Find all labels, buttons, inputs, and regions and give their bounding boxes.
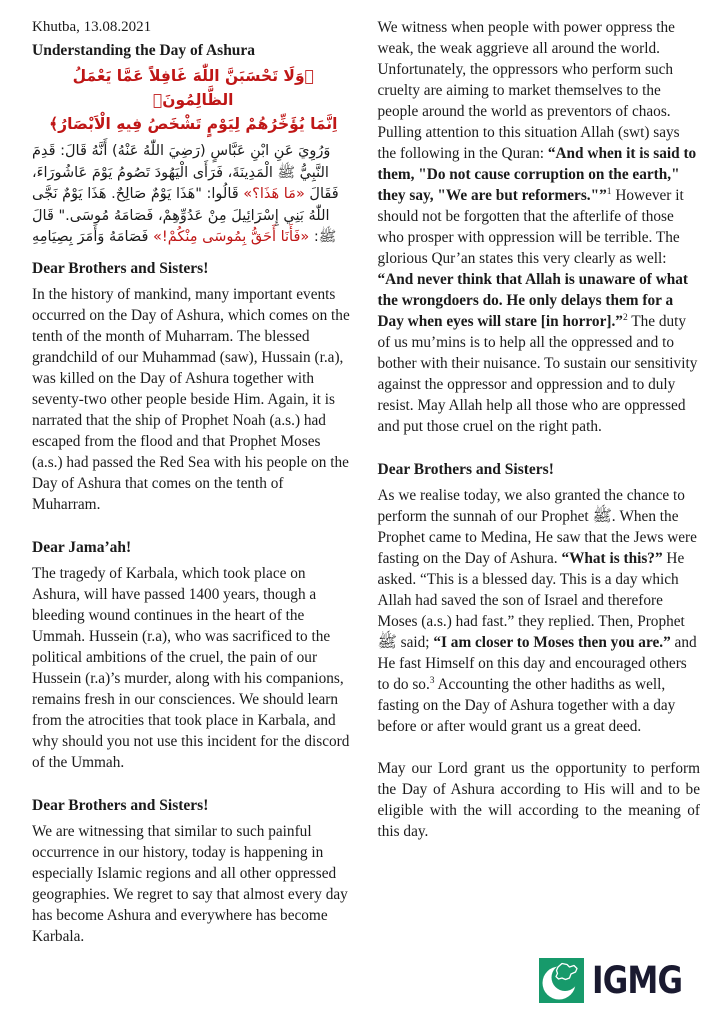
left-column [32, 17, 355, 968]
paragraph-history-of-ashura: In the history of mankind, many important events occurred on the Day of Ashura, which comes on the tenth of the month of Muharram. The blessed grandchild of our Muhammad (saw), Hussain (r.a), was killed on the Day of Ashura together with seventy-two other people beside Him. Again, it is narrated that the ship of Prophet Noah (a.s.) had escaped from the flood and that Prophet Moses (a.s.) had passed the Red Sea with his people on the Day of Ashura that comes on the tenth of Muharram. [32, 285, 350, 513]
right-column [378, 17, 701, 968]
hadith-arabic: وَرُوِيَ عَنِ ابْنِ عَبَّاسٍ (رَضِيَ اللّٰهُ عَنْهُ) أَنَّهُ قَالَ: قَدِمَ النَّبِيُّ ﷺ الْمَدِينَةَ، فَرَأَى الْيَهُودَ تَصُومُ يَوْمَ عَاشُورَاءَ، فَقَالَ «مَا هَذَا؟» قَالُوا: "هَذَا يَوْمٌ صَالِحٌ. هَذَا يَوْمٌ نَجَّى اللّٰهُ بَنِي إِسْرَائِيلَ مِنْ عَدُوِّهِمْ، فَصَامَهُ مُوسَى." قَالَ ﷺ: «فَأَنَا أَحَقُّ بِمُوسَى مِنْكُمْ!» فَصَامَهُ وَأَمَرَ بِصِيَامِهِ [32, 143, 339, 245]
paragraph-closing-prayer: May our Lord grant us the opportunity to perform the Day of Ashura according to His will and to be eligible with the will according to the meaning of this day. [377, 760, 700, 840]
quran-verse-arabic [32, 64, 355, 136]
paragraph-witnessing-today: We are witnessing that similar to such painful occurrence in our history, today is happening in especially Islamic regions and all other oppressed geographies. We regret to say that almost every day has become Ashura and everywhere has become Karbala. [32, 822, 348, 945]
paragraph-sunnah-fasting-hadith: As we realise today, we also granted the chance to perform the sunnah of our Prophet ﷺ. When the Prophet came to Medina, He saw that the Jews were fasting on the Day of Ashura. “What is this?” He asked. “This is a blessed day. This is a day which Allah had saved the son of Israel and therefore Moses (a.s.) had fast.” they replied. Then, Prophet ﷺ said; “I am closer to Moses then you are.” and He fast Himself on this day and encouraged others to do so.$^3$ Accounting the other hadiths as well, fasting on the Day of Ashura together with a day before or after would grant us a great deed. [377, 487, 697, 735]
quran-verse-line: ﴿وَلَا تَحْسَبَنَّ اللّٰهَ غَافِلاً عَمَّا يَعْمَلُ الظَّالِمُونَۚ [72, 67, 314, 109]
quran-verse-line: اِنَّمَا يُؤَخِّرُهُمْ لِيَوْمٍ تَشْخَصُ فِيهِ الْاَبْصَارُ﴾ [49, 115, 338, 133]
section-heading-brothers-sisters-1: Dear Brothers and Sisters! [32, 259, 209, 277]
paragraph-tragedy-of-karbala: The tragedy of Karbala, which took place on Ashura, will have passed 1400 years, though a bleeding wound continues in the heart of the Ummah. Hussein (r.a), who was sacrificed to the political ambitions of the cruel, the pain of our Hussein (r.a)’s murder, along with his companions, remains fresh in our consciences. We should learn from the atrocities that took place in Karbala, and why should you not use this incident for the discord of the Ummah. [32, 564, 350, 771]
section-heading-brothers-sisters-2: Dear Brothers and Sisters! [32, 796, 209, 814]
section-heading-jamaah: Dear Jama’ah! [32, 538, 132, 556]
paragraph-oppressors-quran-quotes: We witness when people with power oppress the weak, the weak aggrieve all around the world. Unfortunately, the oppressors who perform such cruelty are aiming to market themselves to the people around the world as preventors of chaos. Pulling attention to this situation Allah (swt) says the following in the Quran: “And when it is said to them, "Do not cause corruption on the earth," they say, "We are but reformers."”$^1$ However it should not be forgotten that the afterlife of those who prosper with oppression will be terrible. The glorious Qur’an states this very clearly as well: “And never think that Allah is unaware of what the wrongdoers do. He only delays them for a Day when eyes will stare [in horror].”$^2$ The duty of us mu’mins is to help all the oppressed and to bother with their nuisance. To sustain our sensitivity against the oppressor and oppression and to duly resist. May Allah help all those who are oppressed and put those cruel on the right path. [377, 19, 698, 435]
khutba-date: Khutba, 13.08.2021 [32, 19, 152, 35]
igmg-logo [539, 958, 699, 1003]
document-title: Understanding the Day of Ashura [32, 42, 256, 59]
crescent-europe-icon [539, 958, 584, 1003]
igmg-wordmark: IGMG [591, 959, 682, 1002]
section-heading-brothers-sisters-3: Dear Brothers and Sisters! [377, 461, 554, 478]
